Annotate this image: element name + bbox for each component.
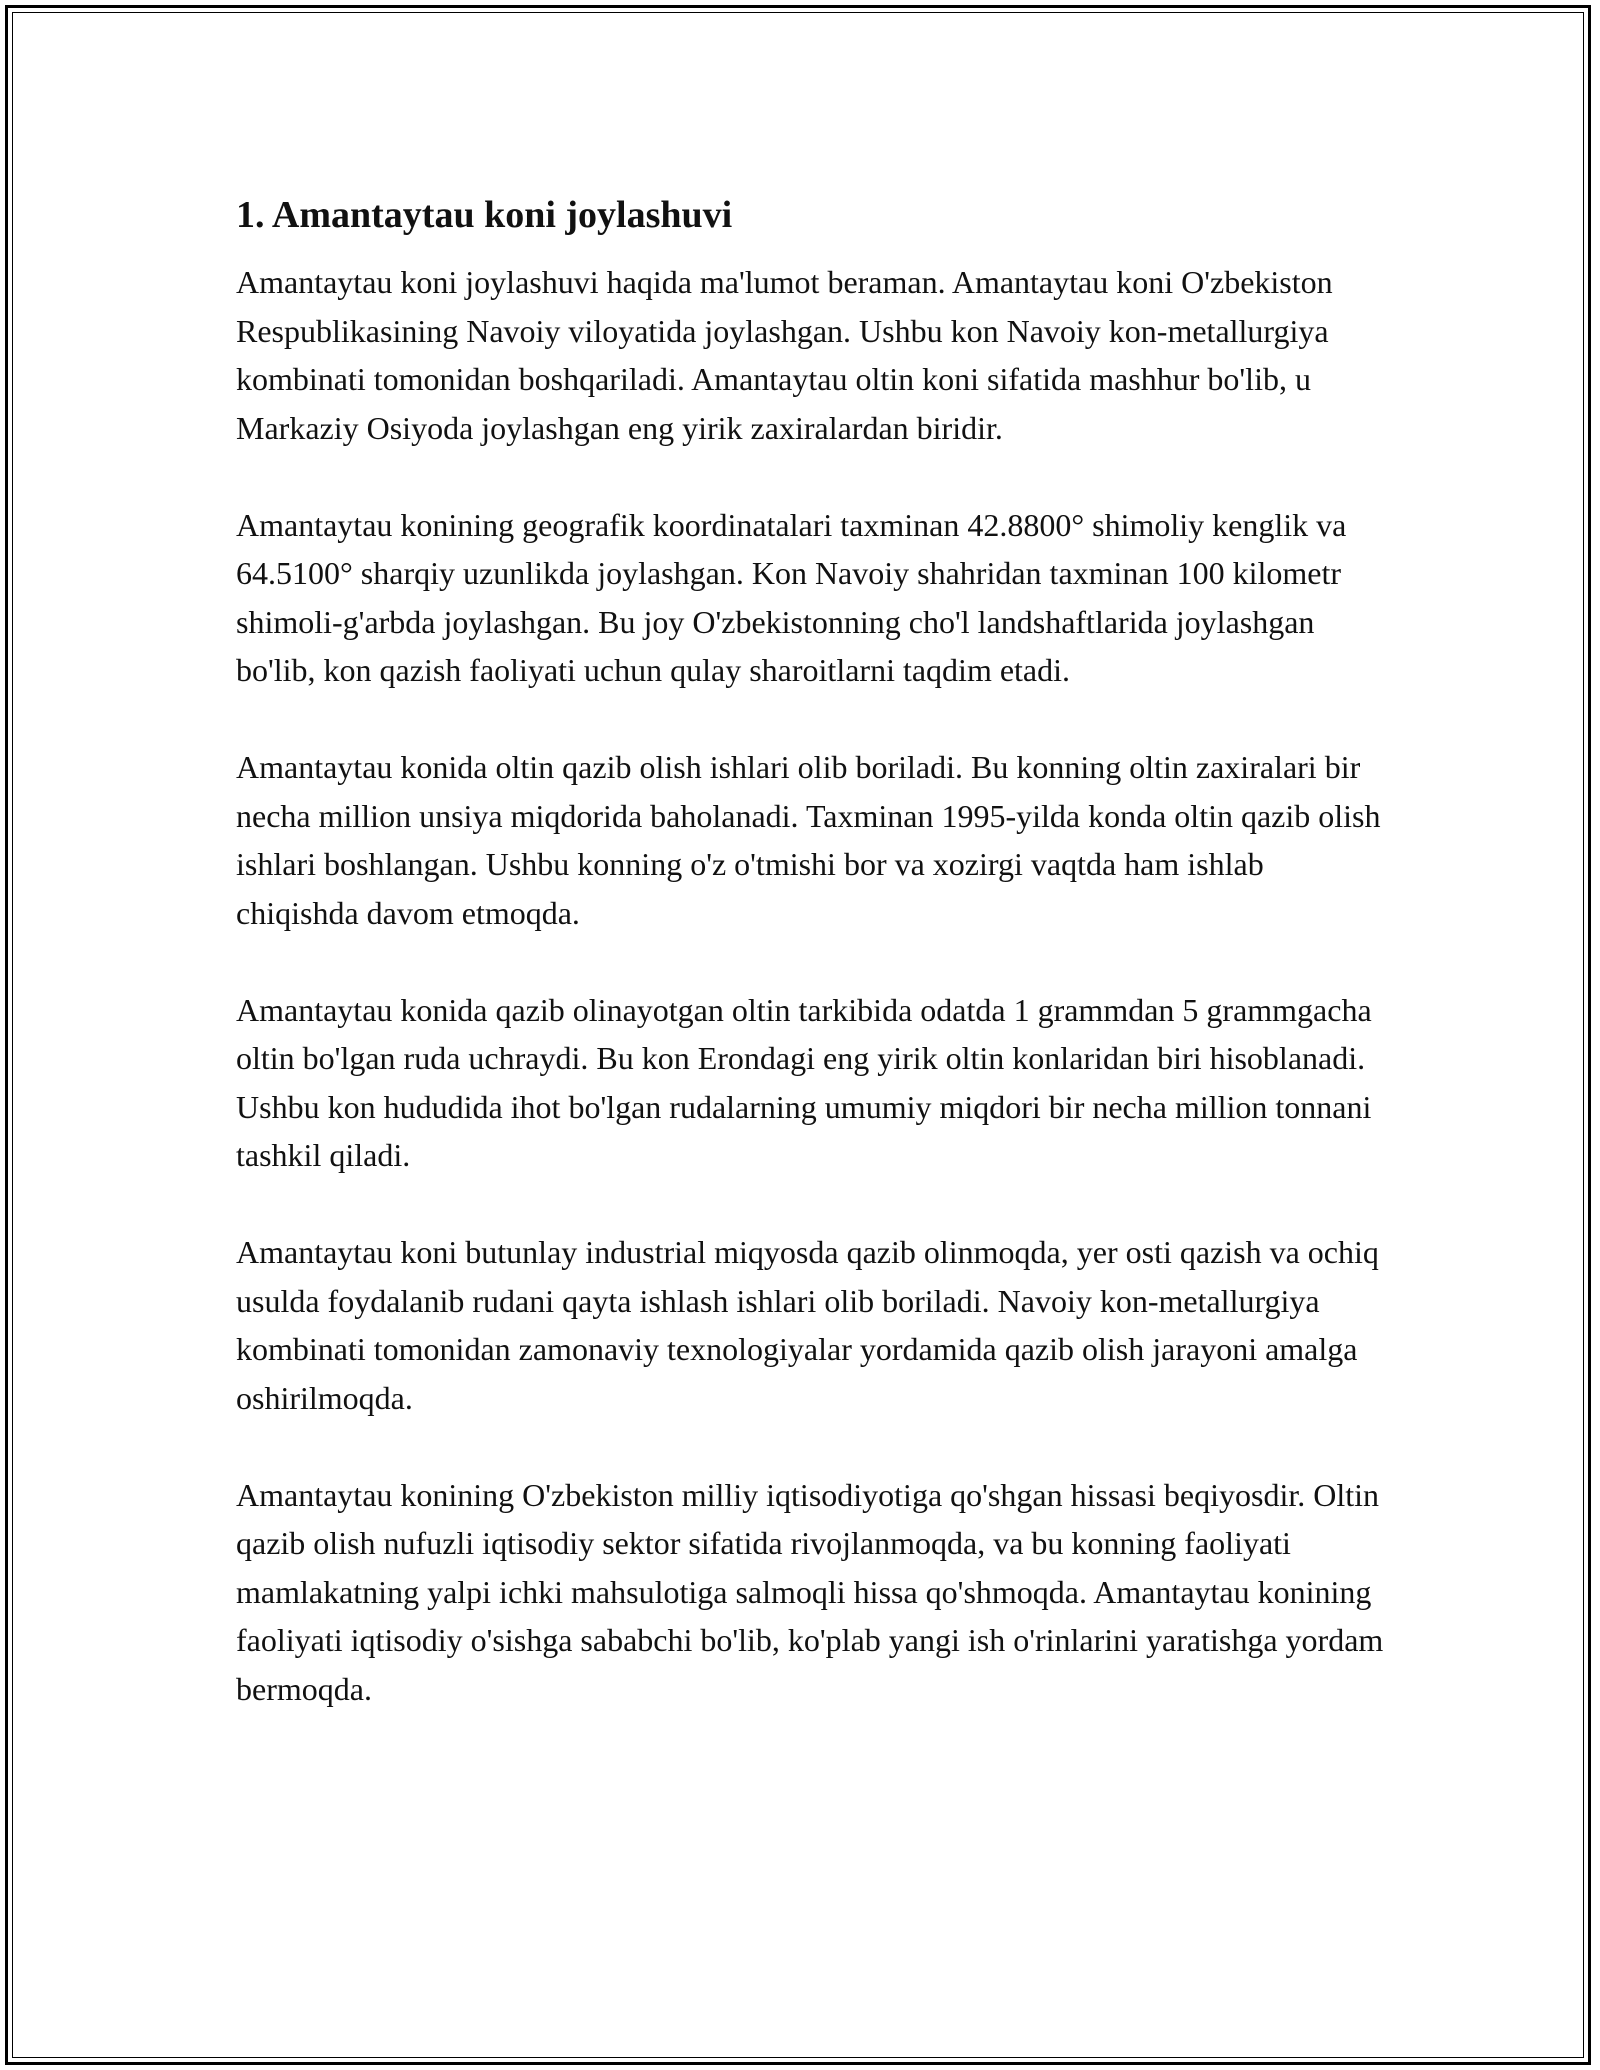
paragraph-economic-impact: Amantaytau konining O'zbekiston milliy iqtisodiyotiga qo'shgan hissasi beqiyosdir. Oltin qazib olish nufuzli iqtisodiy sektor sifatida rivojlanmoqda, va bu konning faoliyati mamlakatning yalpi ichki mahsulotiga salmoqli hissa qo'shmoqda. Amantaytau konining faoliyati iqtisodiy o'sishga sababchi bo'lib, ko'plab yangi ish o'rinlarini yaratishga yordam bermoqda. <box>236 1476 1384 1707</box>
paragraph-ore-grade: Amantaytau konida qazib olinayotgan oltin tarkibida odatda 1 grammdan 5 grammgacha oltin bo'lgan ruda uchraydi. Bu kon Erondagi eng yirik oltin konlaridan biri hisoblanadi. Ushbu kon hududida ihot bo'lgan rudalarning umumiy miqdori bir necha million tonnani tashkil qiladi. <box>236 991 1372 1173</box>
section-heading: 1. Amantaytau koni joylashuvi <box>236 194 733 236</box>
document-body <box>236 186 1386 1762</box>
paragraph-location-intro: Amantaytau koni joylashuvi haqida ma'lumot beraman. Amantaytau koni O'zbekiston Respublikasining Navoiy viloyatida joylashgan. Ushbu kon Navoiy kon-metallurgiya kombinati tomonidan boshqariladi. Amantaytau oltin koni sifatida mashhur bo'lib, u Markaziy Osiyoda joylashgan eng yirik zaxiralardan biridir. <box>236 264 1333 446</box>
paragraph-coordinates: Amantaytau konining geografik koordinatalari taxminan 42.8800° shimoliy kenglik va 64.5100° sharqiy uzunlikda joylashgan. Kon Navoiy shahridan taxminan 100 kilometr shimoli-g'arbda joylashgan. Bu joy O'zbekistonning cho'l landshaftlarida joylashgan bo'lib, kon qazish faoliyati uchun qulay sharoitlarni taqdim etadi. <box>236 506 1347 688</box>
paragraph-mining-history: Amantaytau konida oltin qazib olish ishlari olib boriladi. Bu konning oltin zaxiralari bir necha million unsiya miqdorida baholanadi. Taxminan 1995-yilda konda oltin qazib olish ishlari boshlangan. Ushbu konning o'z o'tmishi bor va xozirgi vaqtda ham ishlab chiqishda davom etmoqda. <box>236 749 1381 931</box>
paragraph-mining-methods: Amantaytau koni butunlay industrial miqyosda qazib olinmoqda, yer osti qazish va ochiq usulda foydalanib rudani qayta ishlash ishlari olib boriladi. Navoiy kon-metallurgiya kombinati tomonidan zamonaviy texnologiyalar yordamida qazib olish jarayoni amalga oshirilmoqda. <box>236 1234 1379 1416</box>
